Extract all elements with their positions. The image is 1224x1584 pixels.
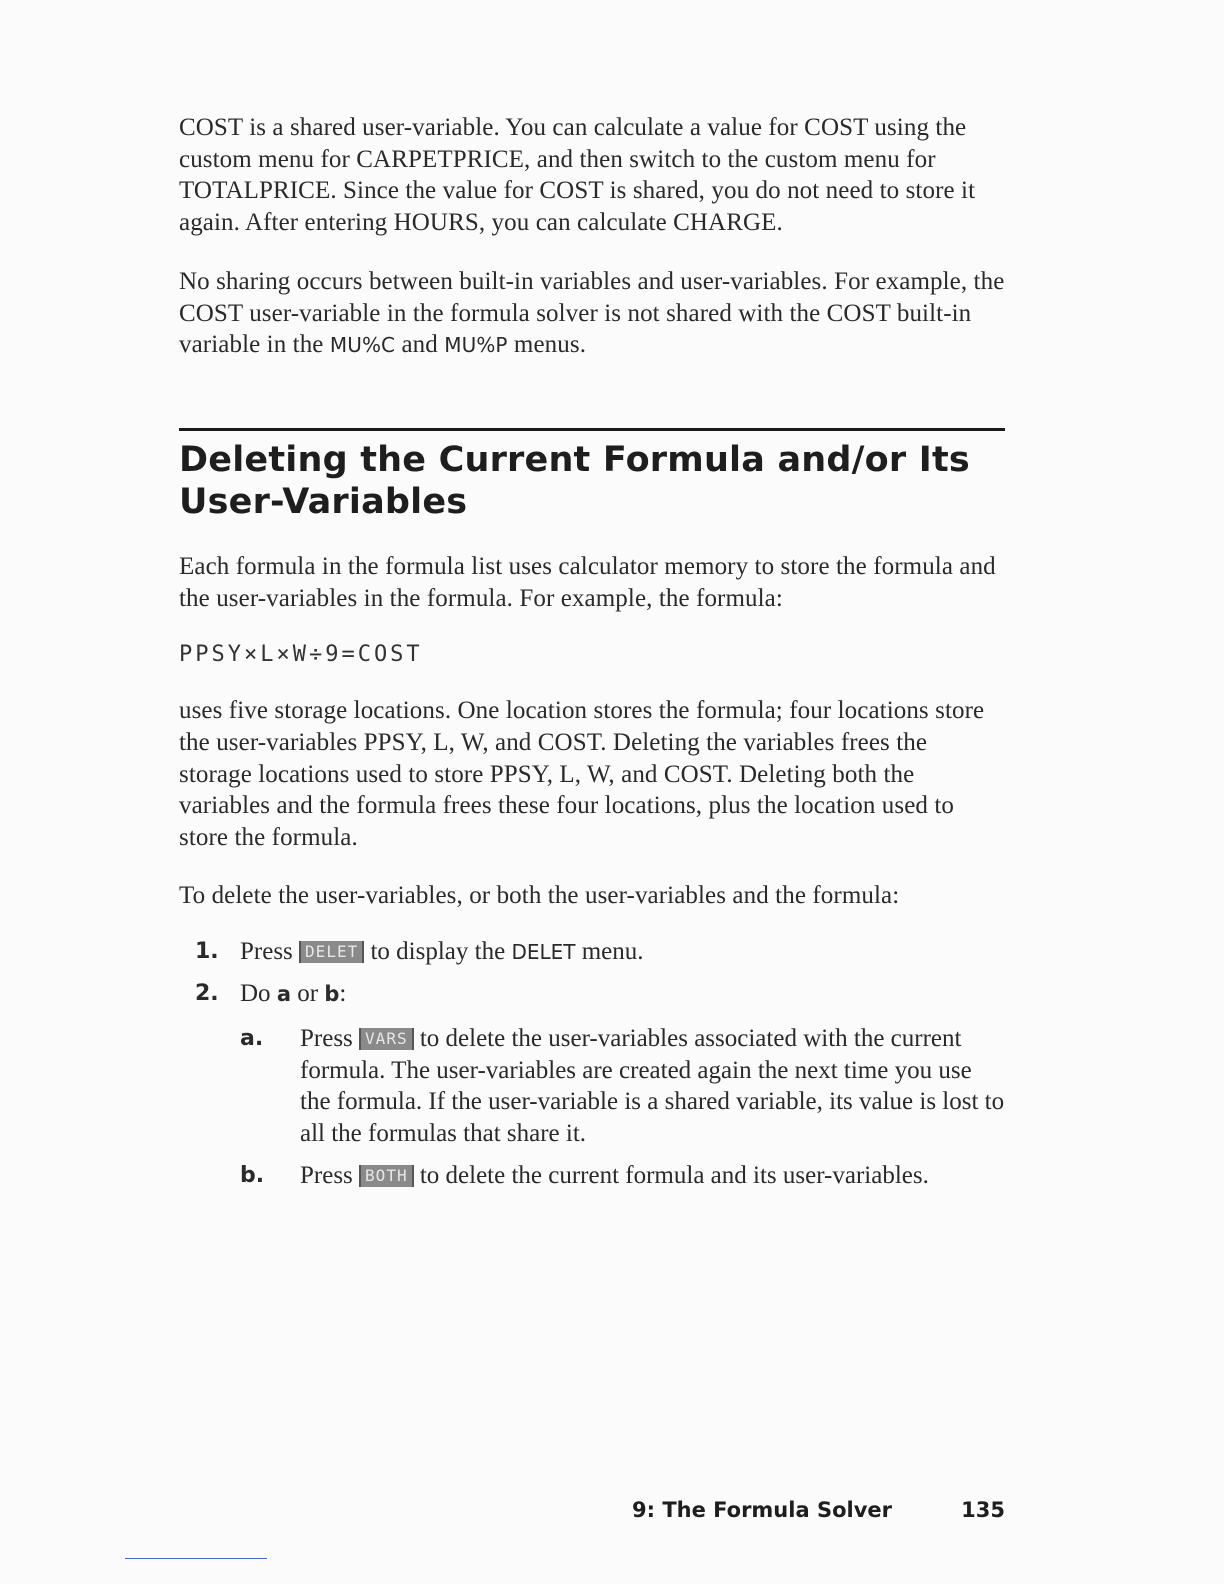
option-a-letter: a xyxy=(276,982,291,1007)
menus-text: menus. xyxy=(507,331,587,359)
step-2a xyxy=(240,1023,1005,1150)
sub-steps-list xyxy=(240,1023,1005,1192)
chapter-title: 9: The Formula Solver xyxy=(632,1498,892,1522)
option-b-letter: b xyxy=(324,982,340,1007)
step-number: 1. xyxy=(195,938,219,964)
step-2-colon: : xyxy=(339,980,347,1008)
press-text: Press xyxy=(240,937,300,965)
steps-list xyxy=(179,936,1005,1192)
paragraph-storage: uses five storage locations. One location stores the formula; four locations store the user-variables PPSY, L, W, and COST. Deleting the variables frees the storage locations used to store PPSY, L, W, and COST. Deleting both the variables and the formula frees these four locations, plus the location used to store the formula. xyxy=(179,697,985,852)
paragraph-no-sharing xyxy=(179,266,1005,362)
press-text: Press xyxy=(300,1161,360,1189)
paragraph-shared-cost: COST is a shared user-variable. You can calculate a value for COST using the custom menu for CARPETPRICE, and then switch to the custom menu for TOTALPRICE. Since the value for COST is shared, you do not need to store it again. After entering HOURS, you can calculate CHARGE. xyxy=(179,114,976,237)
menu-mu-c: MU%C xyxy=(329,333,396,358)
step-1-end: menu. xyxy=(575,937,644,965)
step-2b xyxy=(240,1160,1005,1192)
page-content xyxy=(179,112,1005,1201)
press-text: Press xyxy=(300,1024,360,1052)
page-footer xyxy=(632,1498,1005,1522)
page-number: 135 xyxy=(961,1498,1005,1522)
paragraph-delete-intro: To delete the user-variables, or both the user-variables and the formula: xyxy=(179,881,900,909)
step-1 xyxy=(179,936,1005,969)
menu-mu-p: MU%P xyxy=(444,333,508,358)
and-text: and xyxy=(395,331,445,359)
step-1-mid: to display the xyxy=(364,937,512,965)
paragraph-memory: Each formula in the formula list uses calculator memory to store the formula and the user-variables in the formula. For example, the formula: xyxy=(179,552,996,612)
delet-menu-name: DELET xyxy=(511,939,576,964)
section-heading: Deleting the Current Formula and/or Its User-Variables xyxy=(179,439,970,522)
step-2b-text: to delete the current formula and its user-variables. xyxy=(413,1161,929,1189)
sub-step-letter: b. xyxy=(240,1162,265,1188)
step-2-or: or xyxy=(290,980,325,1008)
section-rule xyxy=(179,428,1005,431)
step-2 xyxy=(179,978,1005,1191)
formula-example: PPSY×L×W÷9=COST xyxy=(179,642,423,668)
vars-key: VARS xyxy=(359,1028,414,1050)
bottom-divider xyxy=(125,1558,267,1559)
both-key: BOTH xyxy=(359,1165,414,1187)
no-sharing-text: No sharing occurs between built-in variables and user-variables. For example, the COST user-variable in the formula solver is not shared with the COST built-in variable in the xyxy=(179,267,1005,359)
step-2-pre: Do xyxy=(240,980,277,1008)
delet-key: DELET xyxy=(299,941,364,963)
step-2a-text: to delete the user-variables associated with the current formula. The user-variables are created again the next time you use the formula. If the user-variable is a shared variable, its value is lost to all the formulas that share it. xyxy=(300,1024,1005,1148)
sub-step-letter: a. xyxy=(240,1025,264,1051)
step-number: 2. xyxy=(195,981,219,1007)
